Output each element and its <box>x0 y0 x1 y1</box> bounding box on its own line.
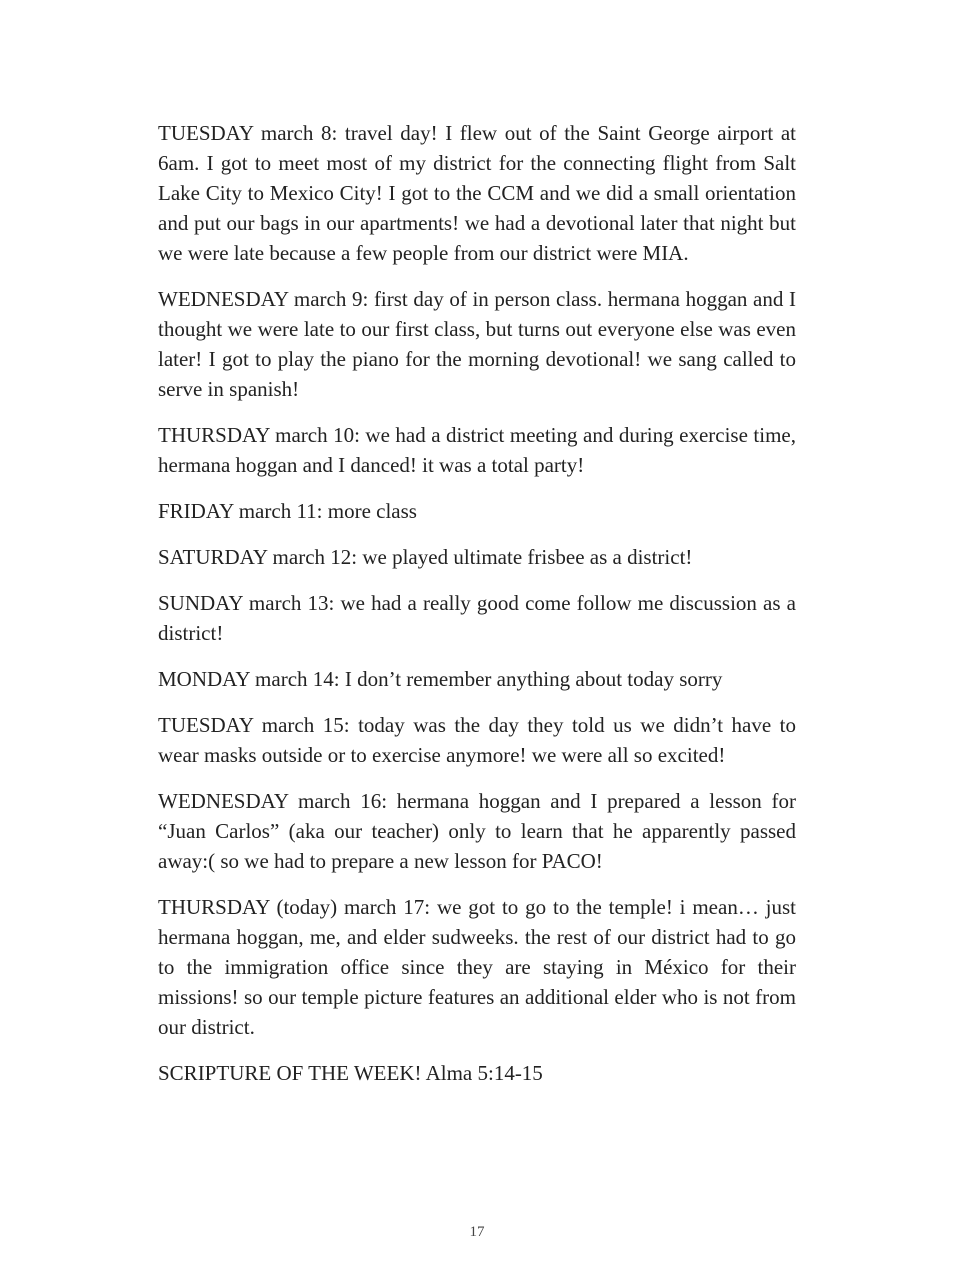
entry-thursday-march-17: THURSDAY (today) march 17: we got to go to the temple! i mean… just hermana hoggan, me, and elder sudweeks. the rest of our district had to go to the immigration office since they are staying in México for their missions! so our temple picture features an additional elder who is not from our district. <box>158 895 796 1039</box>
journal-body <box>158 118 796 1104</box>
entry-tuesday-march-15: TUESDAY march 15: today was the day they told us we didn’t have to wear masks outside or to exercise anymore! we were all so excited! <box>158 713 796 767</box>
entry-wednesday-march-16: WEDNESDAY march 16: hermana hoggan and I prepared a lesson for “Juan Carlos” (aka our teacher) only to learn that he apparently passed away:( so we had to prepare a new lesson for PACO! <box>158 789 796 873</box>
page-number: 17 <box>469 1224 485 1240</box>
entry-friday-march-11: FRIDAY march 11: more class <box>158 499 417 523</box>
entry-sunday-march-13: SUNDAY march 13: we had a really good come follow me discussion as a district! <box>158 591 796 645</box>
entry-tuesday-march-8: TUESDAY march 8: travel day! I flew out of the Saint George airport at 6am. I got to meet most of my district for the connecting flight from Salt Lake City to Mexico City! I got to the CCM and we did a small orientation and put our bags in our apartments! we had a devotional later that night but we were late because a few people from our district were MIA. <box>158 121 796 265</box>
scripture-of-the-week: SCRIPTURE OF THE WEEK! Alma 5:14-15 <box>158 1061 543 1085</box>
entry-monday-march-14: MONDAY march 14: I don’t remember anything about today sorry <box>158 667 723 691</box>
entry-wednesday-march-9: WEDNESDAY march 9: first day of in person class. hermana hoggan and I thought we were late to our first class, but turns out everyone else was even later! I got to play the piano for the morning devotional! we sang called to serve in spanish! <box>158 287 796 401</box>
entry-saturday-march-12: SATURDAY march 12: we played ultimate frisbee as a district! <box>158 545 693 569</box>
entry-thursday-march-10: THURSDAY march 10: we had a district meeting and during exercise time, hermana hoggan and I danced! it was a total party! <box>158 423 796 477</box>
